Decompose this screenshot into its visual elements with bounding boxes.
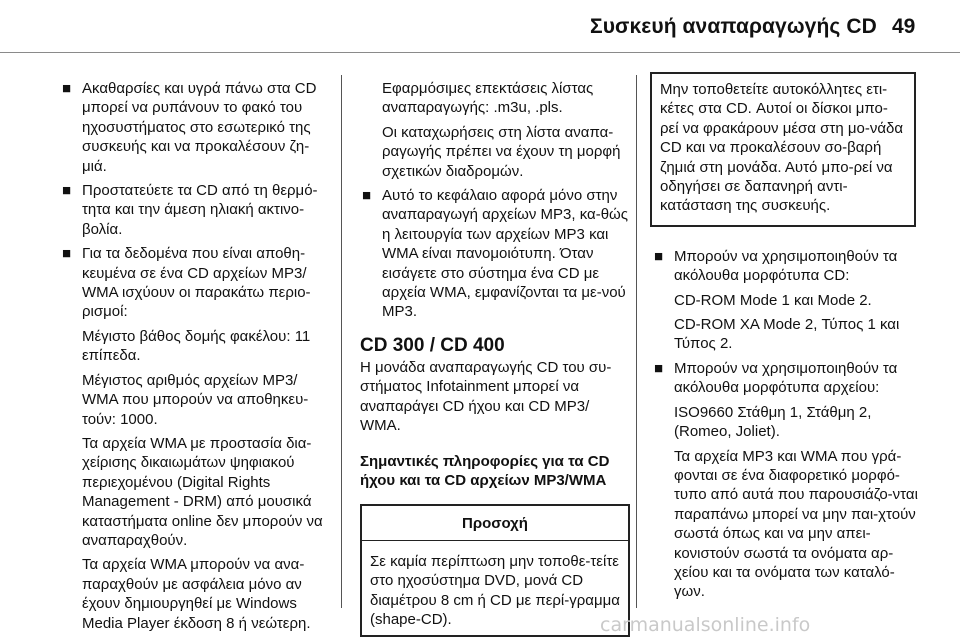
bullet-icon: ■: [362, 187, 372, 205]
sub-paragraph: Οι καταχωρήσεις στη λίστα αναπα-ραγωγής πρέπει να έχουν τη μορφή σχετικών διαδρομών.: [382, 123, 621, 180]
sub-paragraph: Μέγιστο βάθος δομής φακέλου: 11 επίπεδα.: [82, 327, 311, 365]
sub-paragraph: Τα αρχεία WMA με προστασία δια-χείρισης δικαιωμάτων ψηφιακού περιεχομένου (Digital Rights Management - DRM) από μουσικά καταστήματα online δεν μπορούν να αναπαραχθούν.: [82, 434, 323, 549]
caution-box: [360, 504, 630, 637]
column-2: [360, 79, 630, 637]
bullet-text: Προστατεύετε τα CD από τη θερμό-τητα και την άμεση ηλιακή ακτινο-βολία.: [82, 182, 318, 238]
bullet-text: Μπορούν να χρησιμοποιηθούν τα ακόλουθα μορφότυπα αρχείου:: [674, 359, 898, 397]
caution-box-continued: Μην τοποθετείτε αυτοκόλλητες ετι-κέτες στα CD. Αυτοί οι δίσκοι μπο-ρεί να φρακάρουν μέσα στη μο-νάδα CD και να προκαλέσουν σο-βαρή ζημιά στη μονάδα. Αυτό μπο-ρεί να οδηγήσει σε δαπανηρή αντι-κατάσταση της συσκευής.: [650, 72, 916, 227]
bullet-icon: ■: [62, 245, 72, 263]
page-header: [0, 0, 960, 50]
bullet-icon: ■: [654, 247, 664, 265]
column-3: [652, 79, 922, 607]
sub-paragraph: CD-ROM XA Mode 2, Τύπος 1 και Τύπος 2.: [674, 316, 900, 353]
caution-title: Προσοχή: [362, 506, 628, 540]
watermark-footer: carmanualsonline.info: [600, 614, 811, 636]
page-title: Συσκευή αναπαραγωγής CD: [590, 15, 877, 38]
bullet-item: [360, 186, 630, 322]
bullet-text: Για τα δεδομένα που είναι αποθη-κευμένα σε ένα CD αρχείων MP3/ WMA ισχύουν οι παρακάτω περιο-ρισμοί:: [82, 245, 311, 321]
sub-paragraph: CD-ROM Mode 1 και Mode 2.: [674, 291, 872, 309]
caution-text: Σε καμία περίπτωση μην τοποθε-τείτε στο ηχοσύστημα DVD, μονά CD διαμέτρου 8 cm ή CD με περί-γραμμα (shape-CD).: [370, 552, 620, 628]
bullet-icon: ■: [62, 80, 72, 97]
column-divider-1: [341, 75, 342, 608]
page-number: 49: [892, 15, 916, 38]
column-divider-2: [636, 75, 637, 608]
bullet-item: [652, 359, 922, 398]
section-heading: CD 300 / CD 400: [360, 334, 505, 356]
bullet-item: [60, 181, 330, 239]
sub-paragraph: ISO9660 Στάθμη 1, Στάθμη 2, (Romeo, Joliet).: [674, 403, 872, 441]
bullet-icon: ■: [62, 182, 72, 200]
sub-paragraph: Εφαρμόσιμες επεκτάσεις λίστας αναπαραγωγής: .m3u, .pls.: [382, 80, 594, 117]
intro-paragraph: Η μονάδα αναπαραγωγής CD του συ-στήματος Infotainment μπορεί να αναπαράγει CD ήχου και CD MP3/ WMA.: [360, 358, 612, 435]
bullet-text: Ακαθαρσίες και υγρά πάνω στα CD μπορεί να ρυπάνουν το φακό του ηχοσυστήματος στο εσωτερικό της συσκευής και να προκαλέσουν ζη-μιά.: [82, 80, 317, 175]
bullet-item: [60, 79, 330, 176]
bullet-text: Μπορούν να χρησιμοποιηθούν τα ακόλουθα μορφότυπα CD:: [674, 247, 898, 285]
bullet-item: [60, 244, 330, 322]
sub-paragraph: Μέγιστος αριθμός αρχείων MP3/ WMA που μπορούν να αποθηκευ-τούν: 1000.: [82, 371, 309, 428]
bullet-icon: ■: [654, 359, 664, 377]
column-1: [60, 79, 330, 638]
bullet-item: [652, 247, 922, 286]
bullet-text: Αυτό το κεφάλαιο αφορά μόνο στην αναπαραγωγή αρχείων MP3, κα-θώς η λειτουργία των αρχείων MP3 και WMA είναι πανομοιότυπη. Όταν εισάγετε στο σύστημα ένα CD με αρχεία WMA, εμφανίζονται τα με-νού MP3.: [382, 187, 628, 321]
sub-paragraph: Τα αρχεία WMA μπορούν να ανα-παραχθούν με ασφάλεια μόνο αν έχουν δημιουργηθεί με Windows Media Player έκδοση 8 ή νεώτερη.: [82, 556, 311, 632]
sub-paragraph: Τα αρχεία MP3 και WMA που γρά-φονται σε ένα διαφορετικό μορφό-τυπο από αυτά που παρουσιάζο-νται παραπάνω μπορεί να μην παι-χτούν σωστά όπως και να μην απει-κονιστούν σωστά τα ονόματα αρ-χείου και τα ονόματα των καταλό-γων.: [674, 447, 918, 601]
subsection-heading: Σημαντικές πληροφορίες για τα CD ήχου και τα CD αρχείων MP3/WMA: [360, 452, 610, 489]
header-rule: [0, 52, 960, 53]
